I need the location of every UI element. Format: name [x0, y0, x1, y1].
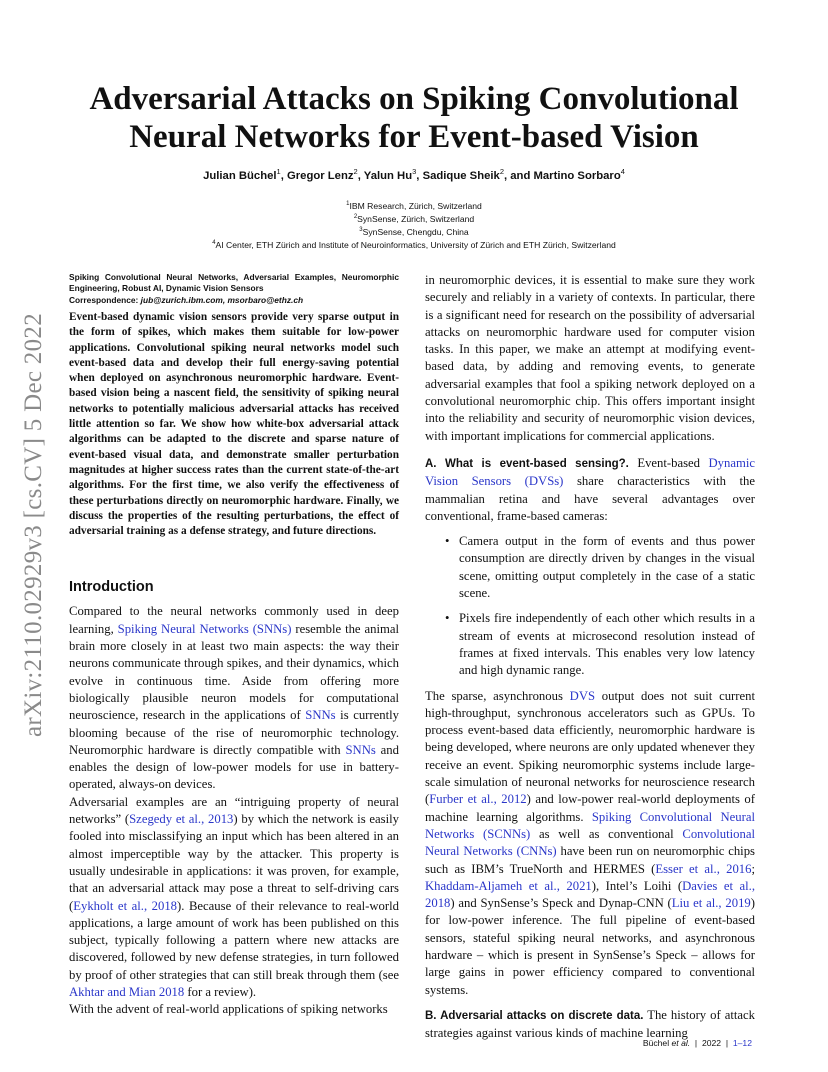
- bullet-icon: •: [445, 534, 450, 549]
- page-footer: Büchel et al. | 2022 | 1–12: [642, 1038, 752, 1048]
- citation-link[interactable]: Furber et al., 2012: [429, 792, 527, 807]
- intro-paragraph-2: Adversarial examples are an “intriguing property of neural networks” (Szegedy et al., 2013) by which the network is easily fooled into misclassifying an input which has been altered in an almost imperceptible way by the attacker. This property is usually undesirable in applications: it was proven, for example, that an adversarial attack may pose a threat to self-driving cars (Eykholt et al., 2018). Because of their relevance to real-world applications, a large amount of work has been published on this subject, typically following a pattern where new attacks are discovered, followed by new defense strategies, in turn followed by proof of other strategies that can still break through them (see Akhtar and Mian 2018 for a review).: [69, 794, 399, 999]
- affiliation-3: $^3$SynSense, Chengdu, China: [359, 226, 469, 237]
- citation-link[interactable]: Liu et al., 2019: [671, 896, 751, 911]
- correspondence: Correspondence: jub@zurich.ibm.com, msorbaro@ethz.ch: [69, 295, 304, 305]
- affiliation-list: [60, 199, 768, 250]
- citation-link[interactable]: Davies et al., 2018: [425, 878, 755, 911]
- link-dvs-acronym[interactable]: DVS: [569, 688, 596, 703]
- right-column: [425, 272, 755, 1042]
- section-heading-a: A. What is event-based sensing?.: [425, 457, 629, 470]
- title-line-2: Neural Networks for Event-based Vision: [129, 119, 699, 155]
- bullet-list: [425, 533, 755, 679]
- intro-paragraph-1: Compared to the neural networks commonly used in deep learning, Spiking Neural Networks (SNNs) resemble the animal brain more closely in at least two main aspects: the way their neurons communicate through spikes, and their dynamics, which evolve in continuous time. Aside from offering more biologically plausible neuron models for computational neuroscience, research in the applications of SNNs is currently blooming because of the rise of neuromorphic technology. Neuromorphic hardware is directly compatible with SNNs and enables the design of low-power models for use in battery-operated, always-on devices.: [69, 604, 399, 792]
- list-item: • Pixels fire independently of each other which results in a stream of events at microsecond resolution instead of frames at fixed intervals. This enables very low latency and high dynamic range.: [445, 611, 755, 678]
- right-paragraph-1: in neuromorphic devices, it is essential to make sure they work securely and reliably in a variety of contexts. In particular, there is a significant need for research on the possibility of adversarial attacks on neuromorphic hardware used for computer vision tasks. In this paper, we make an attempt at modifying event-based data, by adding and removing events, to generate adversarial examples that fool a spiking network deployed on a convolutional neuromorphic chip. This offers important insight into the reliability and security of neuromorphic vision devices, with important implications for commercial applications.: [425, 273, 755, 443]
- footer-year: 2022: [701, 1038, 722, 1048]
- correspondence-emails[interactable]: jub@zurich.ibm.com, msorbaro@ethz.ch: [140, 295, 304, 305]
- bullet-icon: •: [445, 611, 450, 626]
- list-item: • Camera output in the form of events and thus power consumption are directly driven by changes in the visual scene, omitting output completely in the case of a static scene.: [445, 534, 755, 601]
- affiliation-2: $^2$SynSense, Zürich, Switzerland: [353, 213, 475, 224]
- affiliation-4: $^4$AI Center, ETH Zürich and Institute of Neuroinformatics, University of Zürich and ETH Zürich, Switzerland: [212, 239, 616, 250]
- title-line-1: Adversarial Attacks on Spiking Convolutional: [89, 81, 739, 117]
- arxiv-id: arXiv:2110.02929v3 [cs.CV] 5 Dec 2022: [20, 313, 47, 737]
- author-3: Yalun Hu$^3$,: [363, 167, 423, 182]
- link-snn-acronym[interactable]: Spiking Neural Networks (SNNs): [117, 621, 292, 636]
- link-cnn-acronym[interactable]: Convolutional Neural Networks (CNNs): [425, 826, 755, 859]
- link-scnn-acronym[interactable]: Spiking Convolutional Neural Networks (SCNNs): [425, 809, 755, 841]
- keywords: Spiking Convolutional Neural Networks, Adversarial Examples, Neuromorphic Engineering, Robust AI, Dynamic Vision Sensors: [69, 272, 399, 293]
- author-list: [60, 167, 768, 182]
- section-b-paragraph: B. Adversarial attacks on discrete data. The history of attack strategies against various kinds of machine learning: [425, 1007, 755, 1041]
- arxiv-stamp: [20, 290, 48, 760]
- section-heading-b: B. Adversarial attacks on discrete data.: [425, 1009, 644, 1022]
- affiliation-1: $^1$IBM Research, Zürich, Switzerland: [346, 200, 482, 211]
- author-2: Gregor Lenz$^2$,: [286, 167, 364, 182]
- right-paragraph-2: The sparse, asynchronous DVS output does not suit current high-throughput, synchronous accelerators such as GPUs. To process event-based data efficiently, neuromorphic hardware is being developed, where neurons are only updated whenever they receive an event. Spiking neuromorphic systems include large-scale simulation of neuronal networks for neuroscience research (Furber et al., 2012) and low-power real-world deployments of machine learning algorithms. Spiking Convolutional Neural Networks (SCNNs) as well as conventional Convolutional Neural Networks (CNNs) have been run on neuromorphic chips such as IBM’s TrueNorth and HERMES (Esser et al., 2016; Khaddam-Aljameh et al., 2021), Intel’s Loihi (Davies et al., 2018) and SynSense’s Speck and Dynap-CNN (Liu et al., 2019) for low-power inference. The full pipeline of event-based sensors, stateful spiking neural networks, and asynchronous hardware – which is present in SynSense’s Speck – allows for large gains in power efficiency compared to conventional systems.: [425, 688, 756, 997]
- footer-pages[interactable]: 1–12: [732, 1038, 752, 1048]
- intro-paragraph-3: With the advent of real-world applications of spiking networks: [69, 1002, 388, 1017]
- citation-link[interactable]: Khaddam-Aljameh et al., 2021: [425, 878, 592, 893]
- author-5: Martino Sorbaro$^4$: [533, 167, 625, 182]
- author-4: Sadique Sheik$^2$, and: [422, 167, 534, 182]
- paper-title: [60, 80, 768, 156]
- citation-link[interactable]: Szegedy et al., 2013: [129, 812, 234, 827]
- link-snn-acronym[interactable]: SNNs: [305, 708, 336, 723]
- section-heading-introduction: Introduction: [69, 579, 154, 596]
- abstract: Event-based dynamic vision sensors provide very sparse output in the form of spikes, which makes them suitable for low-power applications. Convolutional spiking neural networks model such event-based data and develop their full energy-saving potential when deployed on asynchronous neuromorphic hardware. Event-based vision being a nascent field, the sensitivity of spiking neural networks to potentially malicious adversarial attacks has received little attention so far. We show how white-box adversarial attack algorithms can be adapted to the discrete and sparse nature of event-based visual data, and demonstrate smaller perturbation magnitudes at higher success rates than the current state-of-the-art algorithms. For the first time, we also verify the effectiveness of these perturbations directly on neuromorphic hardware. Finally, we discuss the properties of the resulting perturbations, the effect of adversarial training as a defense strategy, and future directions.: [69, 311, 399, 538]
- section-a-paragraph: A. What is event-based sensing?. Event-based Dynamic Vision Sensors (DVSs) share characteristics with the mammalian retina and have several advantages over conventional, frame-based cameras:: [425, 455, 755, 523]
- citation-link[interactable]: Esser et al., 2016: [655, 861, 752, 876]
- left-column: [69, 272, 399, 1019]
- citation-link[interactable]: Akhtar and Mian 2018: [69, 984, 185, 999]
- citation-link[interactable]: Eykholt et al., 2018: [73, 898, 178, 913]
- link-snn-acronym[interactable]: SNNs: [345, 742, 376, 757]
- author-1: Julian Büchel$^1$,: [203, 167, 287, 182]
- link-dvs-acronym[interactable]: Dynamic Vision Sensors (DVSs): [425, 455, 755, 489]
